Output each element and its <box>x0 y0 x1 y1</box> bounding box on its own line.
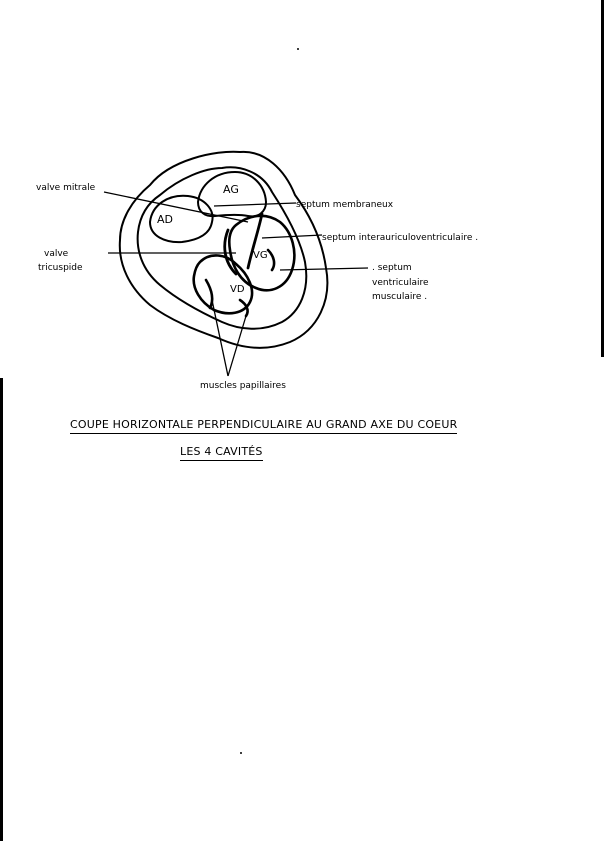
label-septum-vm-1: . septum <box>372 263 412 273</box>
heart-inner-contour <box>138 167 307 328</box>
figure-caption-subtitle: LES 4 CAVITÉS <box>180 445 263 461</box>
label-septum-vm-3: musculaire . <box>372 292 428 302</box>
label-septum-vm-2: ventriculaire <box>372 278 429 288</box>
chamber-label-ag: AG <box>223 183 239 196</box>
chamber-label-vd: VD <box>230 284 245 295</box>
label-muscles-papillaires: muscles papillaires <box>200 381 286 391</box>
label-valve-tricuspide-1: valve <box>44 249 69 259</box>
papillary-muscle-3 <box>268 250 274 270</box>
chamber-label-ad: AD <box>157 213 173 226</box>
leader-septum-membraneux <box>214 203 296 206</box>
label-valve-tricuspide-2: tricuspide <box>38 263 83 273</box>
figure-caption-line1 <box>70 418 530 431</box>
label-septum-interauriculo: septum interauriculoventriculaire . <box>322 233 479 243</box>
label-septum-membraneux: septum membraneux <box>296 200 394 210</box>
figure-caption-title: COUPE HORIZONTALE PERPENDICULAIRE AU GRAND AXE DU COEUR <box>70 418 457 434</box>
label-valve-mitrale: valve mitrale <box>36 183 96 193</box>
chamber-label-vg: VG <box>253 250 268 261</box>
figure-caption-line2 <box>180 445 263 458</box>
